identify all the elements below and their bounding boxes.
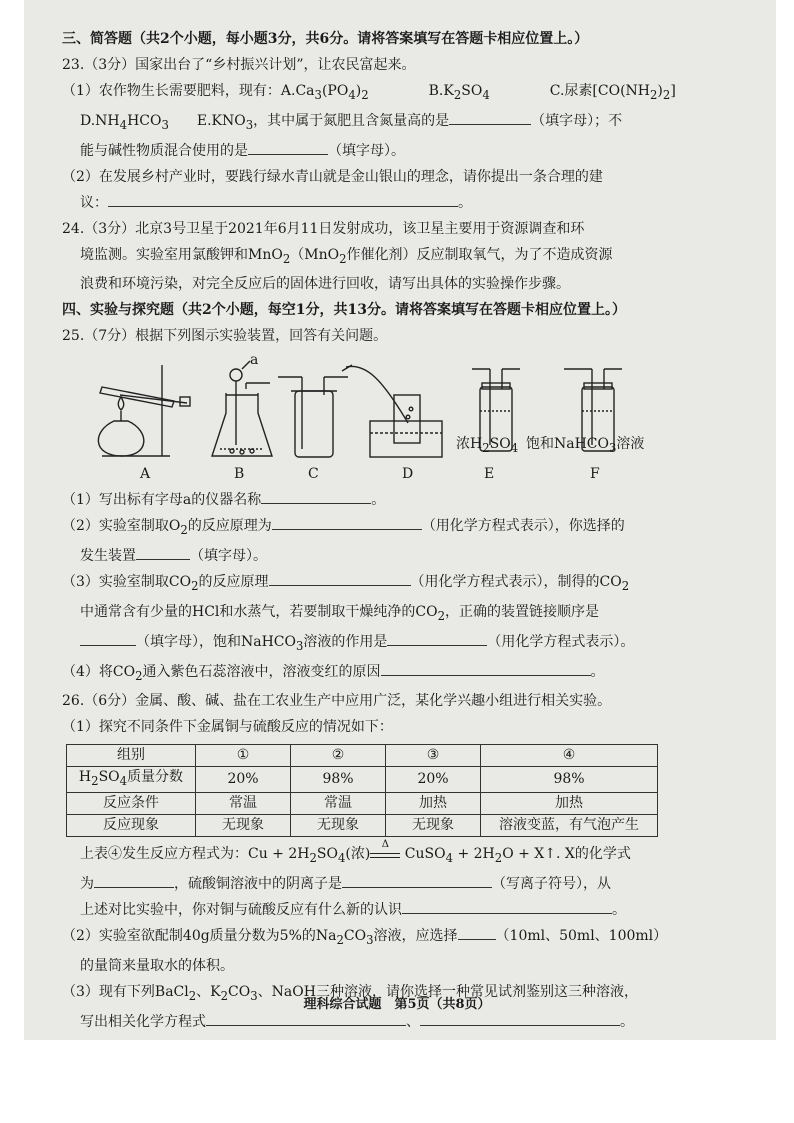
text: （2）实验室欲配制40g质量分数为5%的Na bbox=[62, 927, 337, 944]
answer-blank[interactable] bbox=[381, 659, 591, 676]
table-row bbox=[67, 767, 658, 793]
text: 溶液 bbox=[616, 436, 645, 453]
answer-blank[interactable] bbox=[272, 513, 422, 530]
table-cell: 加热 bbox=[386, 793, 481, 815]
text: 作催化剂）反应制取氧气，为了不造成资源 bbox=[346, 246, 613, 263]
q25-intro: 25.（7分）根据下列图示实验装置，回答有关问题。 bbox=[62, 328, 388, 345]
table-cell: 反应现象 bbox=[67, 815, 196, 837]
apparatus-diagram bbox=[62, 353, 702, 485]
text: + 2H bbox=[453, 846, 495, 863]
text: C.尿素[CO(NH bbox=[549, 83, 650, 99]
text: D.NH bbox=[80, 112, 120, 129]
text: 、 bbox=[406, 1013, 420, 1030]
text: （填字母）；不 bbox=[531, 112, 623, 129]
text: ] bbox=[670, 83, 676, 99]
q25-part2-line2 bbox=[62, 543, 702, 569]
text: （用化学方程式表示），你选择的 bbox=[421, 518, 625, 535]
table-cell bbox=[67, 767, 196, 793]
apparatus-c-drawing bbox=[278, 377, 348, 457]
text: 的反应原理 bbox=[198, 574, 269, 591]
text: ，正确的装置链接顺序是 bbox=[445, 603, 600, 620]
text: CuSO bbox=[400, 846, 446, 863]
text: （MnO bbox=[290, 246, 340, 263]
text: （用化学方程式表示），制得的CO bbox=[410, 574, 622, 591]
answer-blank[interactable] bbox=[136, 543, 190, 560]
text: （写离子符号），从 bbox=[492, 875, 611, 892]
section-4-header: 四、实验与探究题（共2个小题，每空1分，共13分。请将答案填写在答题卡相应位置上。） bbox=[62, 302, 626, 319]
heat-arrow bbox=[370, 839, 400, 858]
answer-blank[interactable] bbox=[248, 138, 328, 155]
text: (浓) bbox=[345, 846, 371, 863]
answer-blank[interactable] bbox=[261, 487, 371, 504]
text: （4）将CO bbox=[62, 663, 136, 680]
subscript: 2 bbox=[662, 87, 671, 102]
label-C: C bbox=[308, 466, 319, 483]
apparatus-d-drawing bbox=[342, 365, 442, 457]
text: ) bbox=[657, 83, 663, 99]
table-cell: 常温 bbox=[196, 793, 291, 815]
table-cell: 无现象 bbox=[386, 815, 481, 837]
table-cell: 组别 bbox=[67, 745, 196, 767]
subscript: 2 bbox=[91, 774, 99, 789]
q24-line1: 24.（3分）北京3号卫星于2021年6月11日发射成功，该卫星主要用于资源调查和环 bbox=[62, 220, 585, 237]
q23-part2-line1: （2）在发展乡村产业时，要践行绿水青山就是金山银山的理念，请你提出一条合理的建 bbox=[62, 168, 603, 185]
subscript: 2 bbox=[453, 87, 462, 102]
text: 、K bbox=[196, 983, 221, 1000]
answer-blank[interactable] bbox=[342, 871, 492, 888]
text: （3）现有下列BaCl bbox=[62, 983, 189, 1000]
text: 。 bbox=[371, 492, 386, 509]
q25-part1 bbox=[62, 487, 702, 513]
subscript: 2 bbox=[180, 523, 188, 538]
table-cell: ④ bbox=[481, 745, 658, 767]
q24-line2 bbox=[62, 242, 702, 272]
label-A: A bbox=[140, 466, 151, 483]
text: 上表④发生反应方程式为：Cu + 2H bbox=[80, 846, 310, 863]
answer-blank[interactable] bbox=[458, 923, 496, 940]
text: CO bbox=[343, 927, 367, 944]
text: SO bbox=[489, 436, 511, 453]
answer-blank[interactable] bbox=[387, 629, 487, 646]
subscript: 4 bbox=[119, 774, 128, 789]
subscript: 3 bbox=[314, 87, 322, 102]
text: 的反应原理为 bbox=[187, 518, 272, 535]
subscript: 2 bbox=[135, 668, 143, 683]
subscript: 3 bbox=[245, 117, 254, 132]
answer-blank[interactable] bbox=[402, 897, 612, 914]
q23-intro: 23.（3分）国家出台了“乡村振兴计划”，让农民富起来。 bbox=[62, 57, 416, 73]
section-3-header: 三、简答题（共2个小题，每小题3分，共6分。请将答案填写在答题卡相应位置上。） bbox=[62, 31, 589, 47]
text: 溶液的作用是 bbox=[303, 633, 388, 650]
subscript: 2 bbox=[188, 988, 197, 1003]
q26-part3-line2 bbox=[62, 1009, 702, 1035]
q23-part1-line1 bbox=[62, 78, 702, 108]
label-a-mark: a bbox=[250, 352, 259, 369]
text: SO bbox=[98, 769, 120, 786]
text: （用化学方程式表示）。 bbox=[487, 633, 635, 650]
table-cell: 20% bbox=[386, 767, 481, 793]
q26-part1: （1）探究不同条件下金属铜与硫酸反应的情况如下： bbox=[62, 719, 393, 736]
q26-equation-line1 bbox=[62, 841, 702, 871]
text: 浓H bbox=[456, 436, 483, 453]
subscript: 2 bbox=[339, 251, 347, 266]
table-cell: 溶液变蓝，有气泡产生 bbox=[481, 815, 658, 837]
apparatus-a-drawing bbox=[98, 365, 190, 456]
text: ) bbox=[355, 83, 362, 99]
subscript: 2 bbox=[191, 578, 199, 593]
subscript: 2 bbox=[621, 578, 630, 593]
table-cell: ② bbox=[291, 745, 386, 767]
subscript: 3 bbox=[161, 117, 169, 132]
text: 境监测。实验室用氯酸钾和MnO bbox=[80, 246, 283, 263]
equals-sign bbox=[370, 853, 400, 858]
table-cell: 无现象 bbox=[196, 815, 291, 837]
text: 饱和NaHCO bbox=[526, 436, 609, 453]
text: （1）农作物生长需要肥料，现有：A.Ca bbox=[62, 83, 315, 99]
subscript: 4 bbox=[510, 441, 519, 456]
text: （3）实验室制取CO bbox=[62, 574, 192, 591]
text: O + X↑. X的化学式 bbox=[502, 846, 631, 863]
text: 中通常含有少量的HCl和水蒸气，若要制取干燥纯净的CO bbox=[80, 603, 438, 620]
text: (PO bbox=[321, 83, 349, 99]
q25-part3-line3 bbox=[62, 629, 702, 659]
apparatus-drawing bbox=[62, 353, 702, 485]
q25-part3-line2 bbox=[62, 599, 702, 629]
text: （1）写出标有字母a的仪器名称 bbox=[62, 492, 262, 509]
text: 议： bbox=[80, 194, 108, 211]
text: （10ml、50ml、100ml） bbox=[495, 927, 668, 944]
label-B: B bbox=[234, 466, 245, 483]
text: CO bbox=[228, 983, 251, 1000]
q23-part1-line2 bbox=[62, 108, 702, 138]
text: 。 bbox=[590, 663, 605, 680]
answer-blank[interactable] bbox=[449, 108, 531, 125]
q23-part1-line3 bbox=[62, 138, 702, 164]
subscript: 2 bbox=[482, 441, 490, 456]
q25-part4 bbox=[62, 659, 702, 689]
table-cell: ① bbox=[196, 745, 291, 767]
page-content bbox=[62, 26, 702, 1035]
table-cell: 反应条件 bbox=[67, 793, 196, 815]
text: 。 bbox=[612, 901, 626, 918]
answer-blank[interactable] bbox=[80, 629, 136, 646]
subscript: 2 bbox=[650, 87, 658, 102]
text: 写出相关化学方程式 bbox=[80, 1013, 206, 1030]
q26-part2-line2: 的量筒来量取水的体积。 bbox=[80, 957, 234, 974]
reaction-table bbox=[66, 744, 658, 837]
e-reagent-label bbox=[456, 431, 518, 461]
subscript: 3 bbox=[609, 441, 617, 456]
subscript: 4 bbox=[482, 87, 490, 102]
subscript: 4 bbox=[445, 850, 454, 865]
label-D: D bbox=[402, 466, 414, 483]
text: SO bbox=[461, 83, 483, 99]
q26-intro: 26.（6分）金属、酸、碱、盐在工农业生产中应用广泛，某化学兴趣小组进行相关实验。 bbox=[62, 693, 612, 710]
subscript: 2 bbox=[309, 850, 317, 865]
f-reagent-label bbox=[526, 431, 644, 461]
subscript: 2 bbox=[494, 850, 503, 865]
q26-part2-line1 bbox=[62, 923, 702, 953]
table-cell: 加热 bbox=[481, 793, 658, 815]
text: 为 bbox=[80, 875, 94, 892]
answer-blank[interactable] bbox=[108, 190, 458, 207]
text: （2）实验室制取O bbox=[62, 518, 181, 535]
table-cell: 98% bbox=[291, 767, 386, 793]
subscript: 2 bbox=[361, 87, 369, 102]
text: （填字母）。 bbox=[328, 142, 405, 159]
subscript: 3 bbox=[250, 988, 258, 1003]
text: HCO bbox=[127, 112, 162, 129]
text: 发生装置 bbox=[80, 548, 136, 565]
table-cell: 20% bbox=[196, 767, 291, 793]
label-E: E bbox=[484, 466, 495, 483]
page-footer: 理科综合试题 第5页（共8页） bbox=[303, 997, 491, 1012]
q24-line3: 浪费和环境污染，对完全反应后的固体进行回收，请写出具体的实验操作步骤。 bbox=[80, 276, 570, 293]
table-row bbox=[67, 745, 658, 767]
subscript: 4 bbox=[348, 87, 356, 102]
answer-blank[interactable] bbox=[94, 871, 174, 888]
subscript: 3 bbox=[296, 638, 304, 653]
subscript: 3 bbox=[366, 932, 374, 947]
text: ，硫酸铜溶液中的阴离子是 bbox=[174, 875, 342, 892]
heat-symbol: Δ bbox=[381, 839, 389, 851]
q25-part2-line1 bbox=[62, 513, 702, 543]
text: 上述对比实验中，你对铜与硫酸反应有什么新的认识 bbox=[80, 901, 402, 918]
table-cell: 无现象 bbox=[291, 815, 386, 837]
text: 质量分数 bbox=[127, 769, 184, 786]
q23-part2-line2 bbox=[62, 190, 702, 216]
text: B.K bbox=[428, 83, 454, 99]
label-F: F bbox=[590, 466, 600, 483]
table-cell: 常温 bbox=[291, 793, 386, 815]
subscript: 2 bbox=[220, 988, 229, 1003]
table-row bbox=[67, 793, 658, 815]
q26-equation-line2 bbox=[62, 871, 702, 897]
text: 溶液，应选择 bbox=[373, 927, 458, 944]
table-row bbox=[67, 815, 658, 837]
subscript: 2 bbox=[336, 932, 344, 947]
subscript: 2 bbox=[437, 608, 446, 623]
text: 。 bbox=[620, 1013, 634, 1030]
text: 能与碱性物质混合使用的是 bbox=[80, 142, 248, 159]
text: H bbox=[78, 769, 92, 786]
table-cell: 98% bbox=[481, 767, 658, 793]
subscript: 2 bbox=[282, 251, 291, 266]
text: SO bbox=[316, 846, 338, 863]
text: （填字母），饱和NaHCO bbox=[136, 633, 296, 650]
text: ，其中属于氮肥且含氮量高的是 bbox=[253, 112, 450, 129]
apparatus-b-drawing bbox=[212, 361, 272, 456]
q26-equation-line3 bbox=[62, 897, 702, 923]
subscript: 4 bbox=[119, 117, 128, 132]
table-cell: ③ bbox=[386, 745, 481, 767]
text: （填字母）。 bbox=[190, 548, 267, 565]
q25-part3-line1 bbox=[62, 569, 702, 599]
text: 。 bbox=[458, 194, 472, 211]
answer-blank[interactable] bbox=[269, 569, 411, 586]
text: 、NaOH三种溶液，请你选择一种常见试剂鉴别这三种溶液， bbox=[257, 983, 638, 1000]
text: 通入紫色石蕊溶液中，溶液变红的原因 bbox=[142, 663, 381, 680]
text: E.KNO bbox=[196, 112, 246, 129]
subscript: 4 bbox=[337, 850, 346, 865]
